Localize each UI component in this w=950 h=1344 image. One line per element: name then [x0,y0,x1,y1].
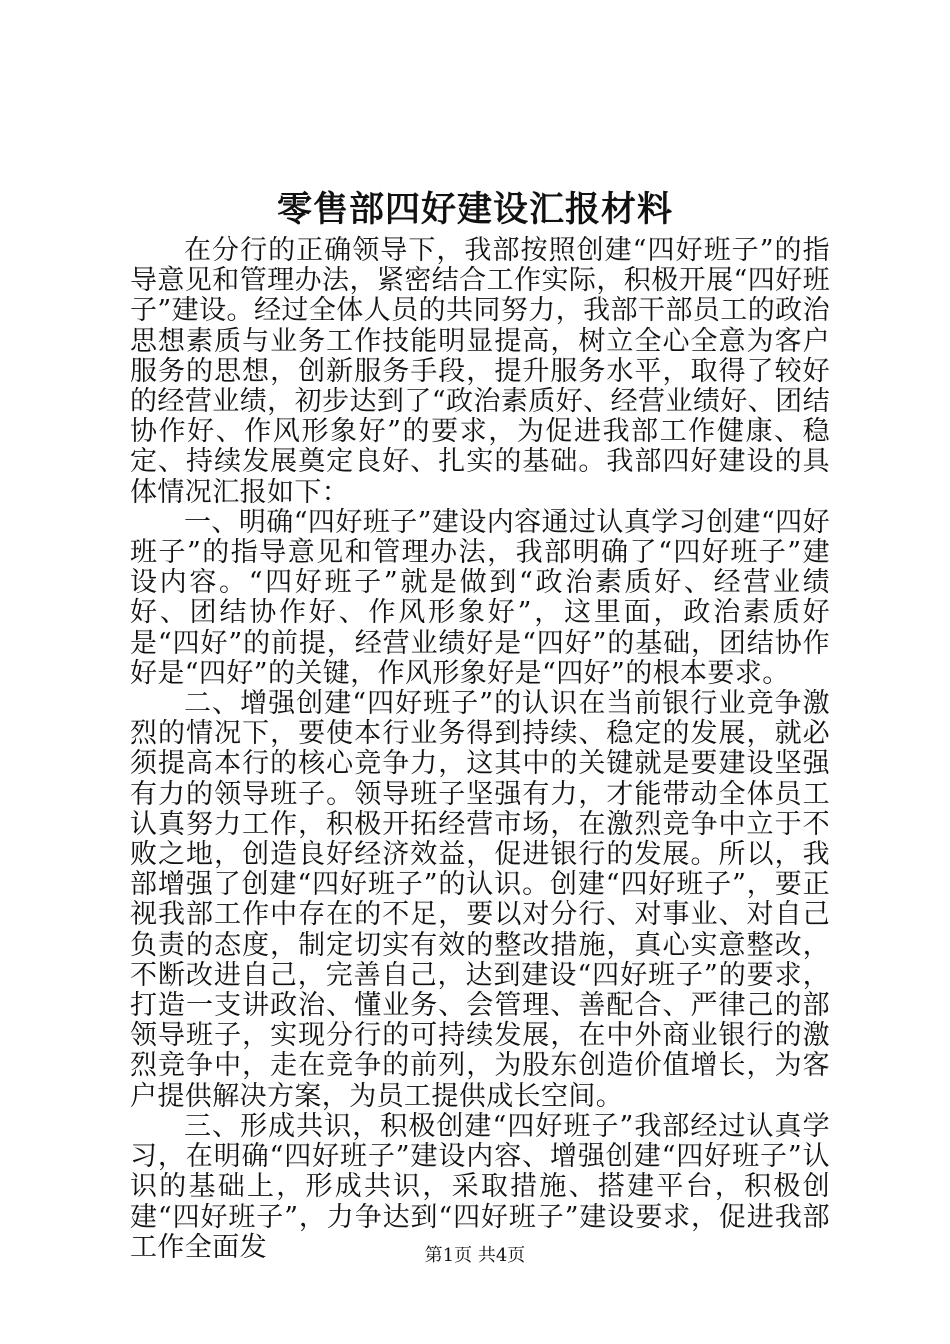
paragraph-section-3: 三、形成共识，积极创建“四好班子”我部经过认真学习，在明确“四好班子”建设内容、增强创建“四好班子”认识的基础上，形成共识，采取措施、搭建平台，积极创建“四好班子”，力争达到“四好班子”建设要求，促进我部工作全面发 [130,1110,830,1263]
paragraph-section-1: 一、明确“四好班子”建设内容通过认真学习创建“四好班子”的指导意见和管理办法，我部明确了“四好班子”建设内容。“四好班子”就是做到“政治素质好、经营业绩好、团结协作好、作风形象好”，这里面，政治素质好是“四好”的前提，经营业绩好是“四好”的基础，团结协作好是“四好”的关键，作风形象好是“四好”的根本要求。 [130,506,830,689]
paragraph-intro: 在分行的正确领导下，我部按照创建“四好班子”的指导意见和管理办法，紧密结合工作实际，积极开展“四好班子”建设。经过全体人员的共同努力，我部干部员工的政治思想素质与业务工作技能明显提高，树立全心全意为客户服务的思想，创新服务手段，提升服务水平，取得了较好的经营业绩，初步达到了“政治素质好、经营业绩好、团结协作好、作风形象好”的要求，为促进我部工作健康、稳定、持续发展奠定良好、扎实的基础。我部四好建设的具体情况汇报如下： [130,235,830,508]
paragraph-section-2: 二、增强创建“四好班子”的认识在当前银行业竞争激烈的情况下，要使本行业务得到持续、稳定的发展，就必须提高本行的核心竞争力，这其中的关键就是要建设坚强有力的领导班子。领导班子坚强有力，才能带动全体员工认真努力工作，积极开拓经营市场，在激烈竞争中立于不败之地，创造良好经济效益，促进银行的发展。所以，我部增强了创建“四好班子”的认识。创建“四好班子”，要正视我部工作中存在的不足，要以对分行、对事业、对自己负责的态度，制定切实有效的整改措施，真心实意整改，不断改进自己，完善自己，达到建设“四好班子”的要求，打造一支讲政治、懂业务、会管理、善配合、严律己的部领导班子，实现分行的可持续发展，在中外商业银行的激烈竞争中，走在竞争的前列，为股东创造价值增长，为客户提供解决方案，为员工提供成长空间。 [130,688,830,1112]
page-indicator: 第1页 共4页 [424,1245,526,1266]
document-title: 零售部四好建设汇报材料 [276,189,673,230]
page-footer [0,1244,950,1268]
document-body [130,236,830,1263]
